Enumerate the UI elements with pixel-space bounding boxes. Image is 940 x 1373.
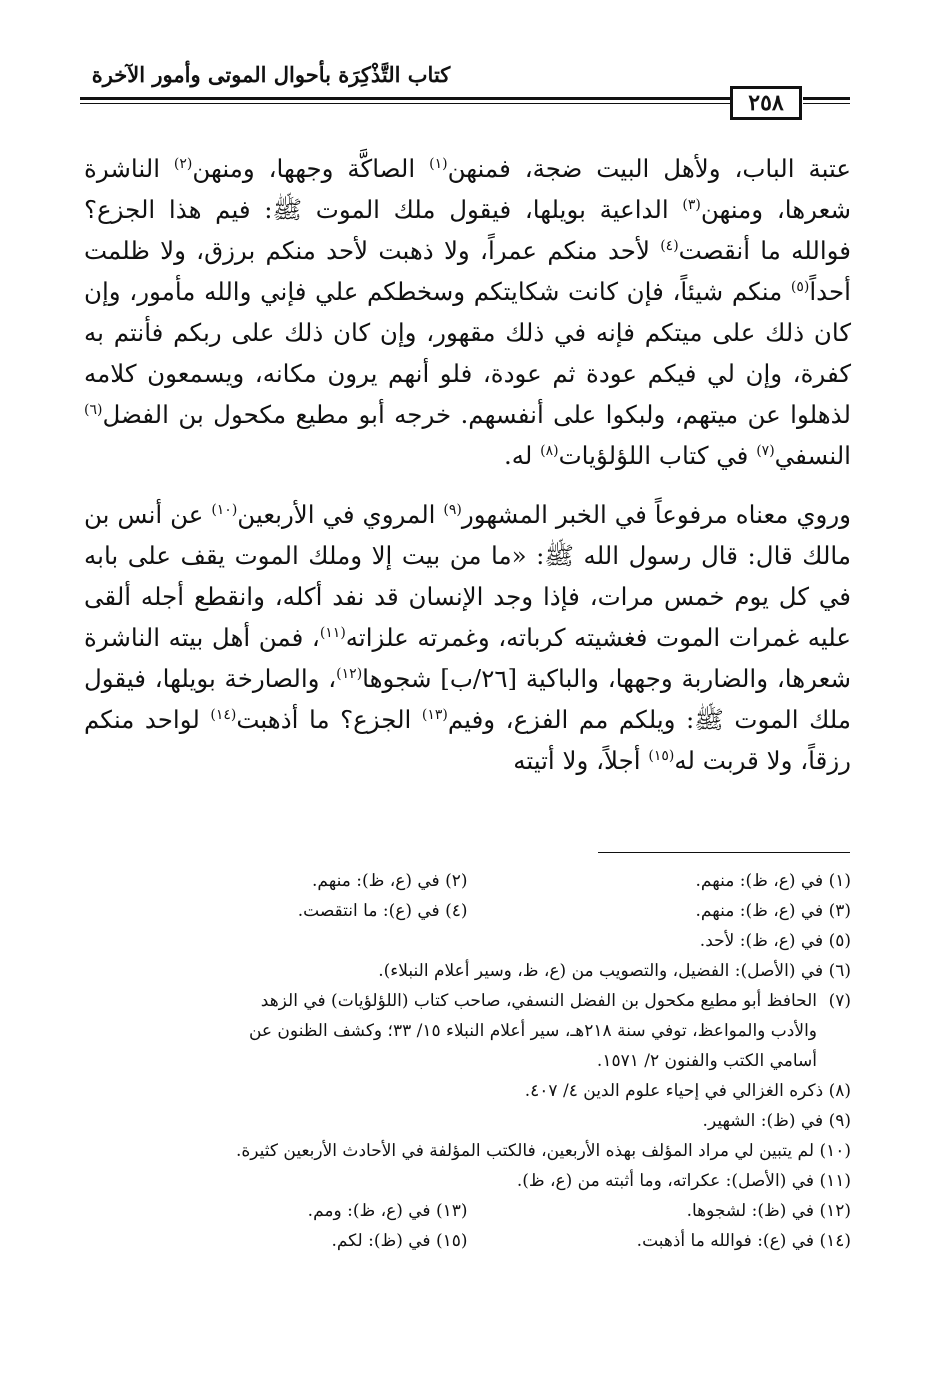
footnote-1: (١) في (ع، ظ): منهم.: [695, 871, 851, 891]
footnote-7: [84, 986, 851, 1076]
footnote-7-line-2: والأدب والمواعظ، توفي سنة ٢١٨هـ، سير أعلام النبلاء ١٥/ ٣٣؛ وكشف الظنون عن: [248, 1021, 817, 1041]
footnote-4: (٤) في (ع): ما انتقصت.: [297, 901, 468, 921]
footnote-marker: (٤): [660, 237, 679, 254]
footnote-marker: (١): [429, 155, 448, 172]
footnote-2: (٢) في (ع، ظ): منهم.: [312, 871, 468, 891]
footnote-row: [84, 896, 851, 926]
footnote-marker: (١٠): [211, 501, 238, 518]
text-segment: لأحد منكم عمراً، ولا ذهبت لأحد منكم برزق، ولا ظلمت أحداً: [84, 236, 851, 306]
text-segment: عن أنس بن مالك قال: قال رسول الله ﷺ: «ما من بيت إلا وملك الموت يقف على بابه في كل يوم خمس مرات، فإذا وجد الإنسان قد نفد أكله، وانقطع أجله ألقى عليه غمرات الموت فغشيته كرباته، وغمرته علزاته: [84, 500, 852, 652]
text-segment: له.: [503, 441, 541, 470]
text-segment: أجلاً، ولا أتيته: [513, 746, 649, 775]
text-segment: الصاكَّة وجهها، ومنهن: [192, 154, 430, 183]
text-segment: ، والصارخة بويلها، فيقول ملك الموت ﷺ: ويلكم مم الفزع، وفيم: [84, 664, 851, 734]
footnote-row: [84, 1196, 851, 1226]
footnote-row: [84, 866, 851, 896]
footnote-marker: (١٥): [648, 747, 675, 764]
running-title: كتاب التَّذْكِرَة بأحوال الموتى وأمور الآخرة: [91, 62, 451, 87]
main-text: [84, 148, 851, 781]
header-rule-right-thick: [803, 97, 850, 100]
footnote-marker: (١٢): [336, 665, 363, 682]
text-segment: الداعية بويلها، فيقول ملك الموت ﷺ: فيم هذا الجزع؟ فوالله ما أنقصت: [84, 195, 852, 265]
footnote-7-line-1: الحافظ أبو مطيع مكحول بن الفضل النسفي، صاحب كتاب (اللؤلؤيات) في الزهد: [260, 991, 817, 1011]
footnote-11: (١١) في (الأصل): عكراته، وما أثبته من (ع، ظ).: [516, 1171, 851, 1191]
footnote-5: (٥) في (ع، ظ): لأحد.: [699, 931, 851, 951]
paragraph-2: [84, 494, 851, 781]
footnote-row: [84, 1226, 851, 1256]
text-segment: الناشرة شعرها، ومنهن: [84, 154, 851, 224]
page-header: [0, 0, 940, 130]
footnote-marker: (١٤): [210, 706, 237, 723]
footnote-15: (١٥) في (ظ): لكم.: [331, 1231, 468, 1251]
footnote-marker: (٢): [173, 155, 193, 172]
text-segment: وروي معناه مرفوعاً في الخبر المشهور: [461, 500, 852, 529]
footnote-separator: [598, 852, 850, 853]
footnote-9: (٩) في (ظ): الشهير.: [702, 1111, 851, 1131]
text-segment: لواحد منكم رزقاً، ولا قربت له: [84, 705, 851, 775]
header-rule-right-thin: [803, 103, 850, 104]
text-segment: عتبة الباب، ولأهل البيت ضجة، فمنهن: [447, 154, 851, 183]
footnote-7-number: (٧): [828, 991, 851, 1011]
footnote-13: (١٣) في (ع، ظ): ومم.: [307, 1201, 468, 1221]
header-rule-thick: [80, 97, 730, 100]
text-segment: منكم شيئاً، فإن كانت شكايتكم وسخطكم علي فإني والله مأمور، وإن كان ذلك على ميتكم فإنه في ذلك مقهور، وإن كان ذلك على ربكم فأنتم به كفرة، وإن لي فيكم عودة ثم عودة، فلو أنهم يرون مكانه، ويسمعون كلامه لذهلوا عن ميتهم، ولبكوا على أنفسهم. خرجه أبو مطيع مكحول بن الفضل: [84, 277, 851, 429]
footnote-marker: (٦): [84, 401, 103, 418]
text-segment: النسفي: [774, 441, 851, 470]
text-segment: المروي في الأربعين: [237, 500, 444, 529]
footnote-8: (٨) ذكره الغزالي في إحياء علوم الدين ٤/ ٤٠٧.: [524, 1081, 851, 1101]
footnote-6: (٦) في (الأصل): الفضيل، والتصويب من (ع، ظ، وسير أعلام النبلاء).: [378, 961, 851, 981]
footnotes: [84, 866, 851, 1256]
footnote-12: (١٢) في (ظ): لشجوها.: [686, 1201, 851, 1221]
page-number: ٢٥٨: [730, 86, 802, 120]
footnote-marker: (١١): [319, 624, 346, 641]
footnote-marker: (٩): [443, 501, 462, 518]
footnote-marker: (١٣): [421, 706, 448, 723]
footnote-marker: (٨): [540, 442, 559, 459]
header-rule-thin: [80, 103, 730, 104]
text-segment: الجزع؟ ما أذهبت: [236, 705, 422, 734]
footnote-10: (١٠) لم يتبين لي مراد المؤلف بهذه الأربعين، فالكتب المؤلفة في الأحادث الأربعين كثيرة.: [235, 1141, 851, 1161]
text-segment: في كتاب اللؤلؤيات: [558, 441, 757, 470]
footnote-7-line-3: أسامي الكتب والفنون ٢/ ١٥٧١.: [596, 1051, 817, 1071]
footnote-marker: (٧): [756, 442, 775, 459]
footnote-marker: (٣): [682, 196, 701, 213]
footnote-marker: (٥): [790, 278, 810, 295]
footnote-14: (١٤) في (ع): فوالله ما أذهبت.: [636, 1231, 851, 1251]
footnote-3: (٣) في (ع، ظ): منهم.: [695, 901, 851, 921]
paragraph-1: [84, 148, 851, 476]
text-segment: ، فمن أهل بيته الناشرة شعرها، والضاربة وجهها، والباكية [٢٦/ب] شجوها: [84, 623, 851, 693]
